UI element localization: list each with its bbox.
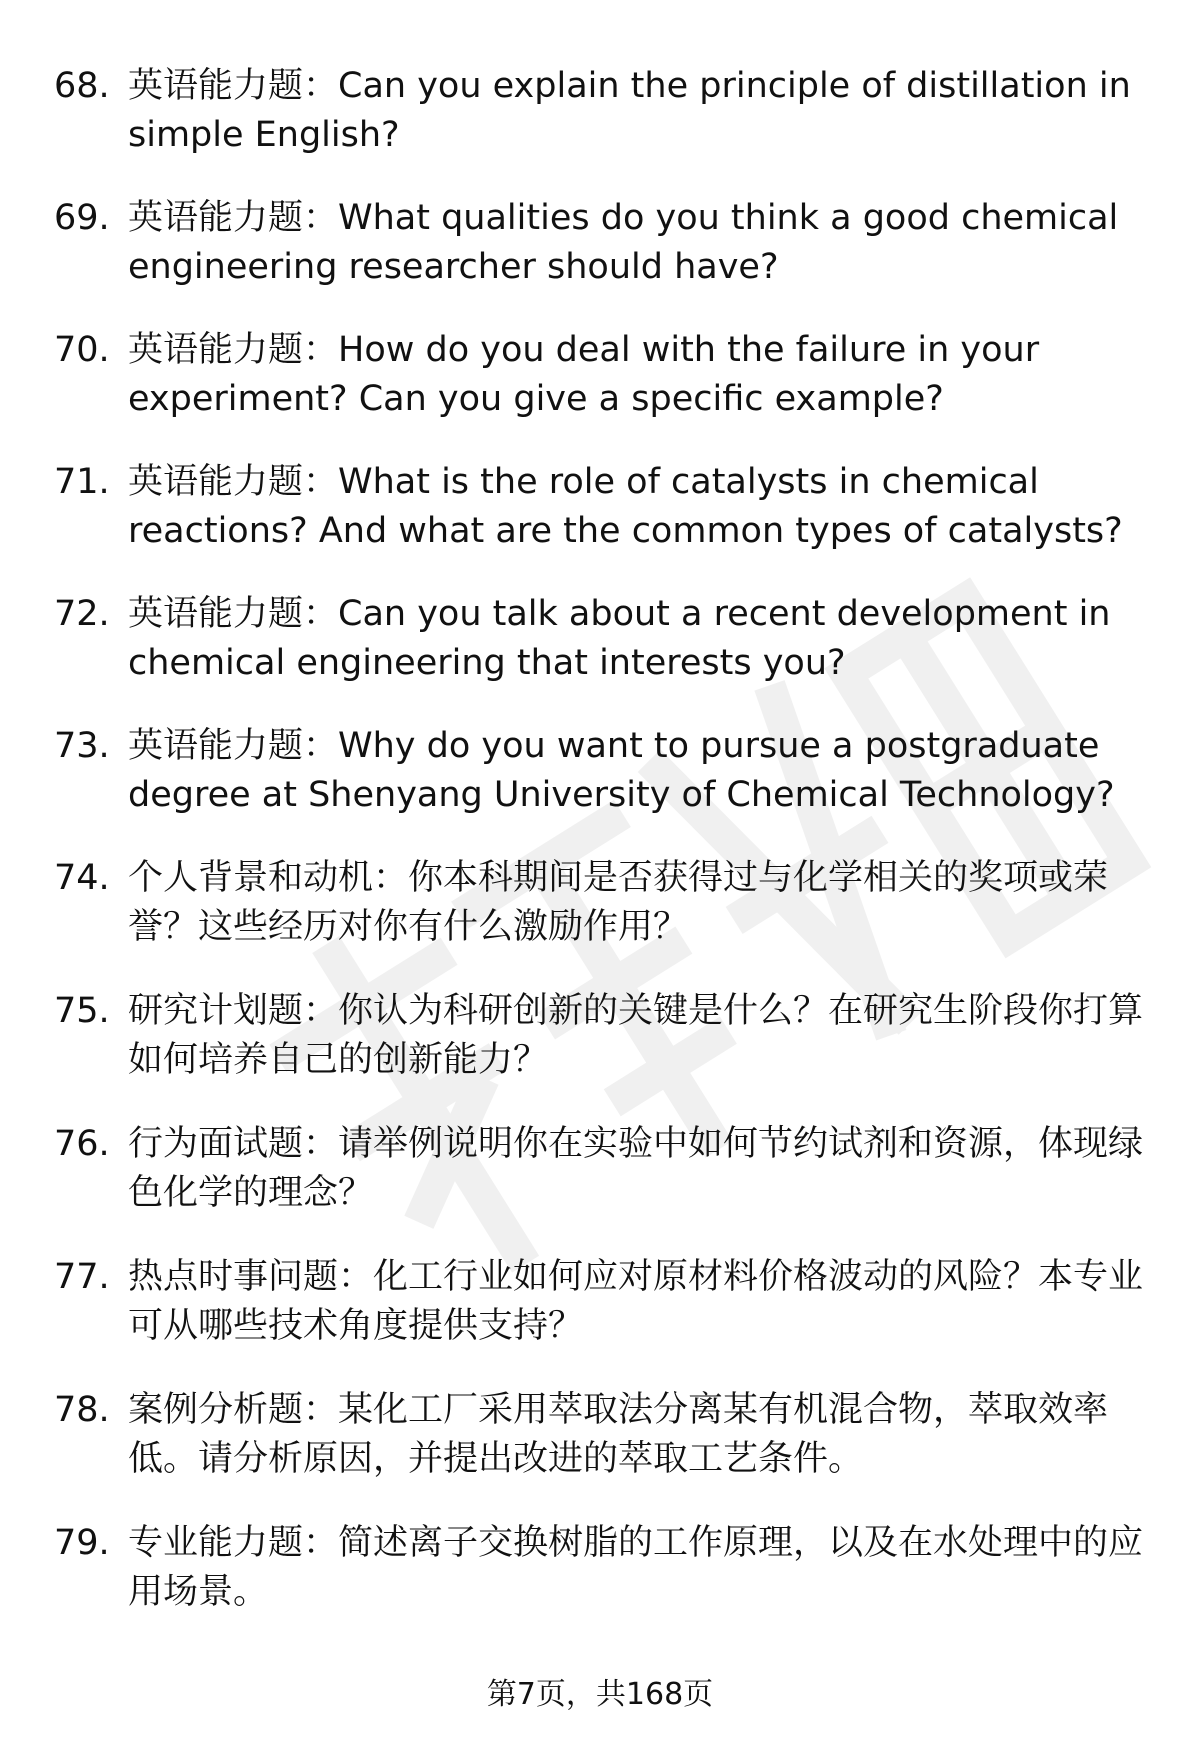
- question-item-73: [54, 722, 1144, 820]
- question-number: 72.: [54, 594, 110, 634]
- question-item-76: [54, 1120, 1144, 1218]
- question-item-69: [54, 194, 1144, 292]
- question-text: 案例分析题：某化工厂采用萃取法分离某有机混合物，萃取效率低。请分析原因，并提出改进的萃取工艺条件。: [128, 1390, 1109, 1479]
- question-number: 74.: [54, 858, 110, 898]
- question-text: 英语能力题：What qualities do you think a good chemical engineering researcher should have?: [128, 198, 1119, 287]
- question-number: 76.: [54, 1124, 110, 1164]
- question-text: 英语能力题：Can you explain the principle of distillation in simple English?: [128, 66, 1131, 155]
- question-number: 71.: [54, 462, 110, 502]
- question-text: 专业能力题：简述离子交换树脂的工作原理，以及在水处理中的应用场景。: [128, 1523, 1144, 1612]
- question-item-75: [54, 987, 1144, 1085]
- interview-question-list: [54, 62, 1144, 1652]
- question-item-74: [54, 854, 1144, 952]
- question-text: 英语能力题：Why do you want to pursue a postgraduate degree at Shenyang University of Chemical Technology?: [128, 726, 1115, 815]
- question-text: 英语能力题：Can you talk about a recent development in chemical engineering that interests you?: [128, 594, 1111, 683]
- question-number: 78.: [54, 1390, 110, 1430]
- question-item-68: [54, 62, 1144, 160]
- question-text: 研究计划题：你认为科研创新的关键是什么？在研究生阶段你打算如何培养自己的创新能力？: [128, 991, 1144, 1080]
- question-number: 79.: [54, 1523, 110, 1563]
- question-number: 70.: [54, 330, 110, 370]
- question-number: 73.: [54, 726, 110, 766]
- question-item-78: [54, 1386, 1144, 1484]
- question-text: 个人背景和动机：你本科期间是否获得过与化学相关的奖项或荣誉？这些经历对你有什么激励作用？: [128, 858, 1109, 947]
- page-number-footer: 第7页，共168页: [486, 1677, 714, 1712]
- question-text: 英语能力题：How do you deal with the failure in your experiment? Can you give a specific example?: [128, 330, 1040, 419]
- question-text: 热点时事问题：化工行业如何应对原材料价格波动的风险？本专业可从哪些技术角度提供支持？: [128, 1257, 1144, 1346]
- question-text: 英语能力题：What is the role of catalysts in chemical reactions? And what are the common types of catalysts?: [128, 462, 1123, 551]
- question-text: 行为面试题：请举例说明你在实验中如何节约试剂和资源，体现绿色化学的理念？: [128, 1124, 1144, 1213]
- question-item-71: [54, 458, 1144, 556]
- question-item-72: [54, 590, 1144, 688]
- question-number: 75.: [54, 991, 110, 1031]
- question-number: 69.: [54, 198, 110, 238]
- question-item-70: [54, 326, 1144, 424]
- question-item-77: [54, 1253, 1144, 1351]
- question-number: 68.: [54, 66, 110, 106]
- question-number: 77.: [54, 1257, 110, 1297]
- question-item-79: [54, 1519, 1144, 1617]
